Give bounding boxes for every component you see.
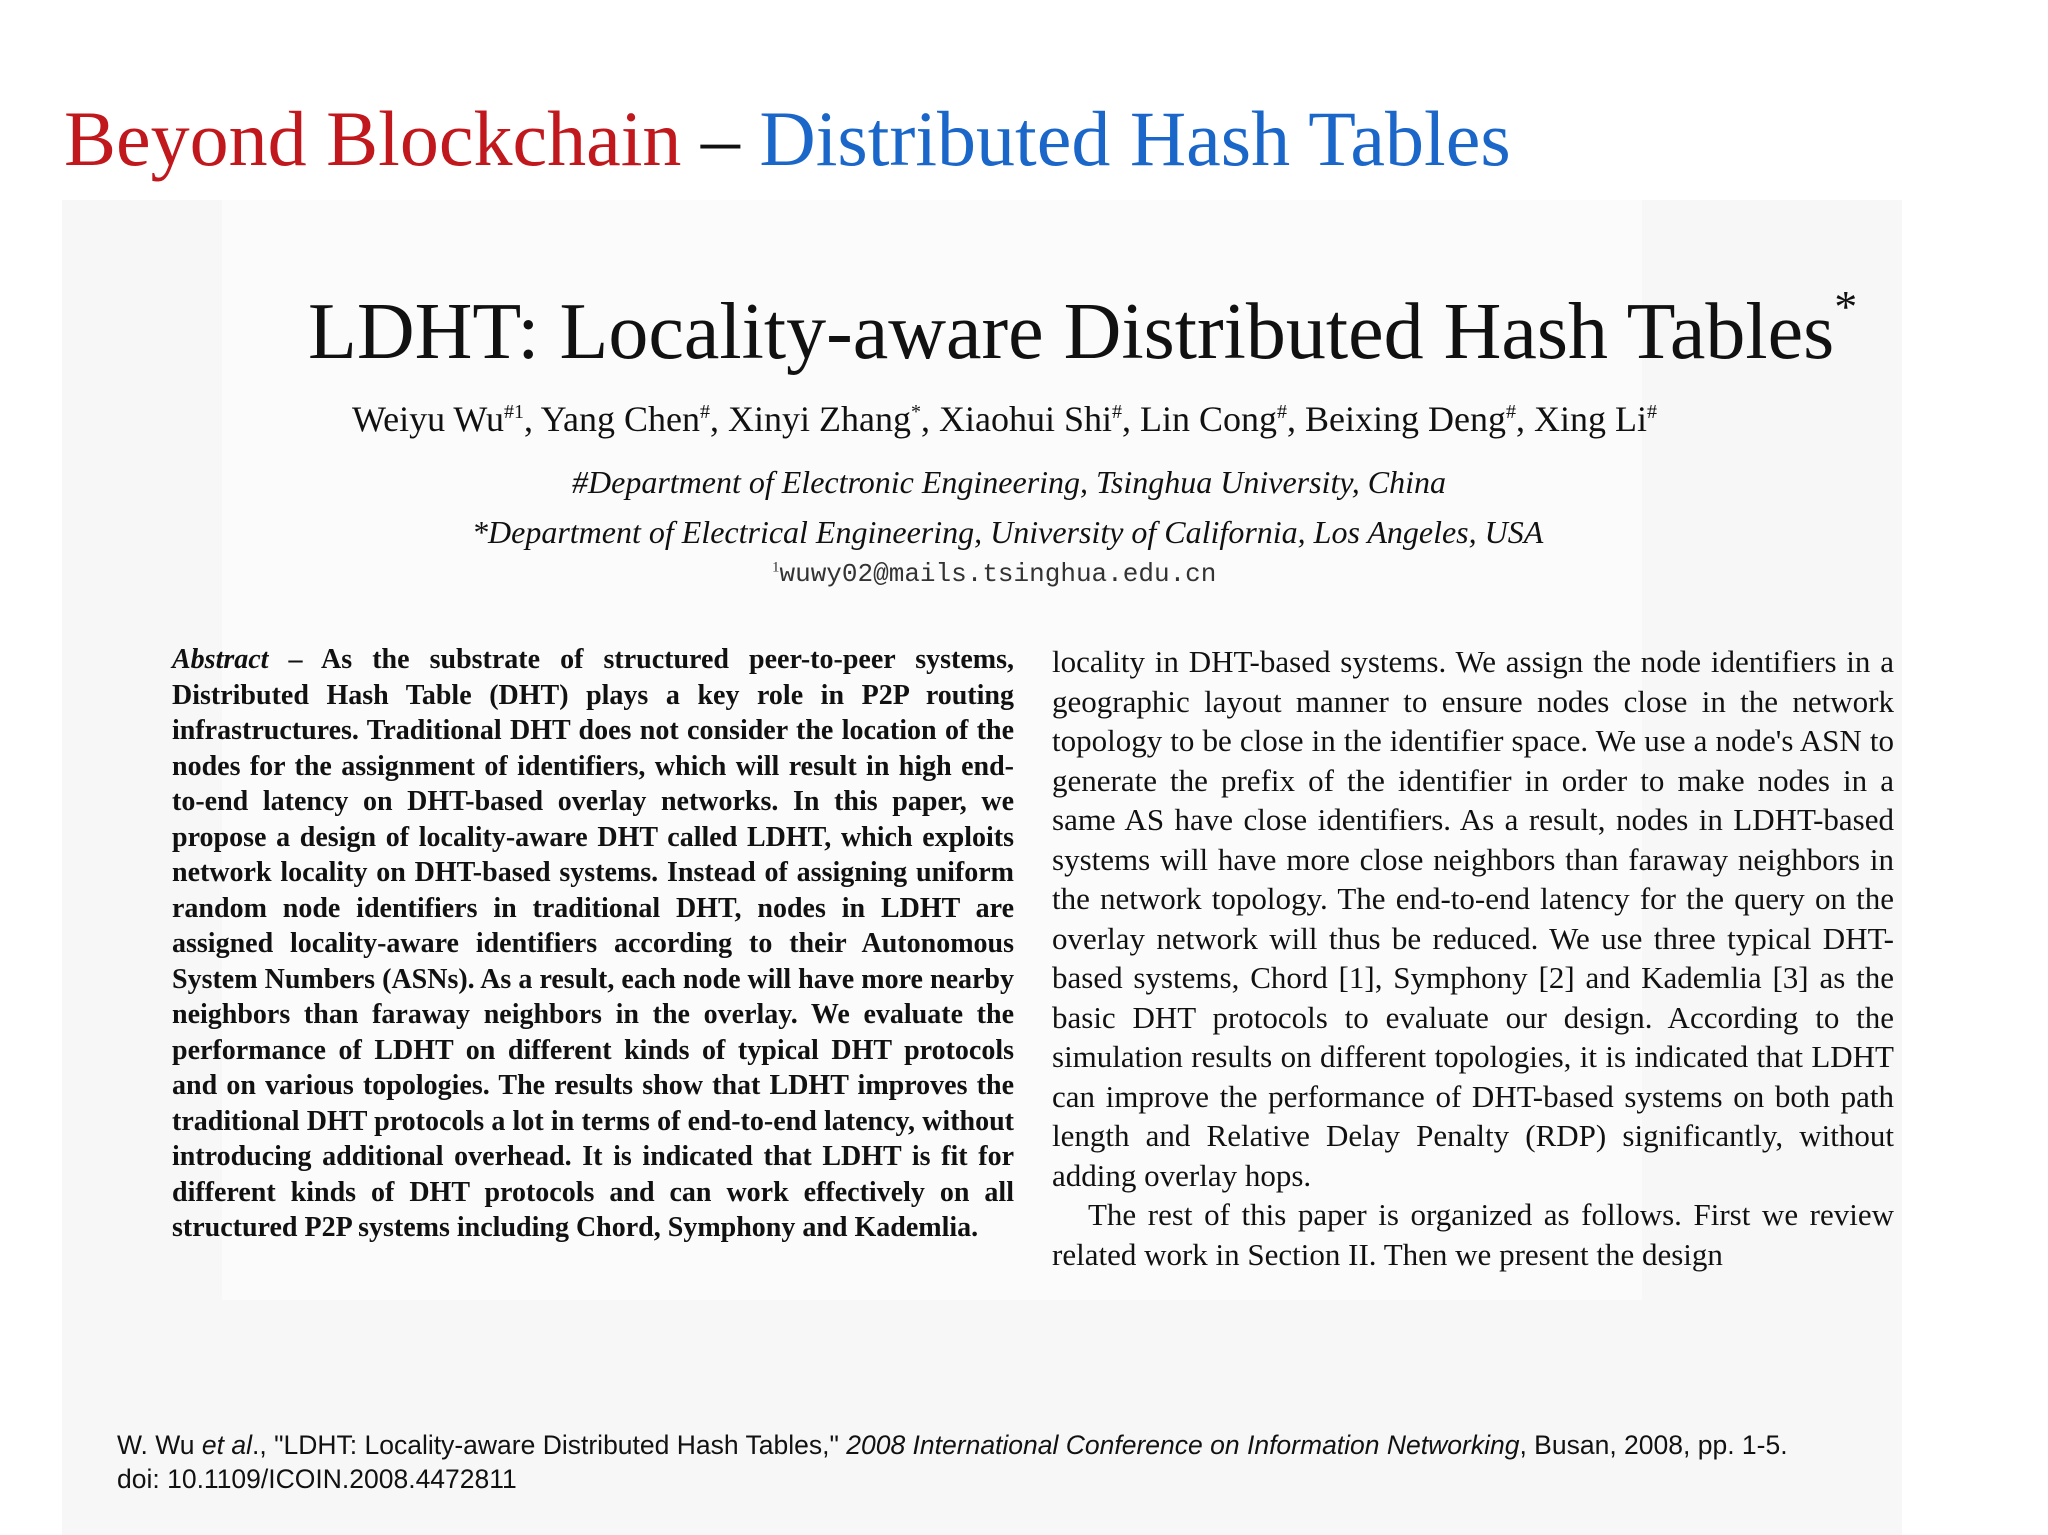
- author-affiliation-mark: #: [1506, 401, 1517, 423]
- slide-title-part2: Distributed Hash Tables: [759, 95, 1511, 182]
- introduction-column: [1052, 642, 1894, 1292]
- author-affiliation-mark: #: [1112, 401, 1123, 423]
- author-separator: ,: [710, 399, 729, 439]
- author-affiliation-mark: #: [700, 401, 711, 423]
- paper-title-text: LDHT: Locality-aware Distributed Hash Tables: [308, 288, 1835, 376]
- introduction-paragraph-2: The rest of this paper is organized as follows. First we review related work in Section II. Then we present the design: [1052, 1197, 1894, 1272]
- author-affiliation-mark: #: [1647, 401, 1658, 423]
- introduction-paragraph-1: locality in DHT-based systems. We assign the node identifiers in a geographic layout manner to ensure nodes close in the network topology to be close in the identifier space. We use a node's ASN to generate the prefix of the identifier in order to make nodes in a same AS have close identifiers. As a result, nodes in LDHT-based systems will have more close neighbors than faraway neighbors in the network topology. The end-to-end latency for the query on the overlay network will thus be reduced. We use three typical DHT-based systems, Chord [1], Symphony [2] and Kademlia [3] as the basic DHT protocols to evaluate our design. According to the simulation results on different topologies, it is indicated that LDHT can improve the performance of DHT-based systems on both path length and Relative Delay Penalty (RDP) significantly, without adding overlay hops.: [1052, 644, 1894, 1193]
- slide-title-separator: –: [681, 95, 760, 182]
- author-separator: ,: [1516, 399, 1535, 439]
- citation-prefix: W. Wu: [117, 1430, 202, 1460]
- citation-suffix: , Busan, 2008, pp. 1-5.: [1519, 1430, 1788, 1460]
- author-name: Beixing Deng: [1305, 399, 1507, 439]
- author-list: [352, 398, 1657, 440]
- author-name: Yang Chen: [540, 399, 701, 439]
- author-name: Xing Li: [1534, 399, 1648, 439]
- paper-title: [308, 281, 1858, 376]
- author-separator: ,: [1287, 399, 1306, 439]
- email-address: wuwy02@mails.tsinghua.edu.cn: [779, 559, 1217, 589]
- abstract: [172, 642, 1014, 1246]
- slide-title-part1: Beyond Blockchain: [64, 95, 682, 182]
- author-name: Xiaohui Shi: [939, 399, 1113, 439]
- abstract-label: Abstract: [172, 644, 269, 675]
- author-affiliation-mark: #1: [503, 401, 524, 423]
- citation: [117, 1428, 1788, 1496]
- author-name: Lin Cong: [1140, 399, 1278, 439]
- author-separator: ,: [1122, 399, 1141, 439]
- author-separator: ,: [523, 399, 541, 439]
- citation-et-al: et al: [201, 1430, 253, 1460]
- citation-title: ., "LDHT: Locality-aware Distributed Hash Tables,": [252, 1430, 847, 1460]
- paper-title-footnote-mark: *: [1834, 281, 1858, 333]
- email-footnote-mark: 1: [772, 559, 780, 576]
- slide-title: [64, 95, 1511, 182]
- author-name: Weiyu Wu: [352, 399, 504, 439]
- author-affiliation-mark: *: [911, 401, 921, 423]
- author-separator: ,: [921, 399, 939, 439]
- author-email: [772, 559, 1216, 589]
- citation-line-1: [117, 1428, 1788, 1462]
- author-affiliation-mark: #: [1277, 401, 1288, 423]
- citation-doi: doi: 10.1109/ICOIN.2008.4472811: [117, 1464, 517, 1494]
- affiliation-ucla: *Department of Electrical Engineering, University of California, Los Angeles, USA: [472, 514, 1544, 550]
- affiliation-tsinghua: #Department of Electronic Engineering, Tsinghua University, China: [572, 464, 1446, 500]
- citation-venue: 2008 International Conference on Information Networking: [846, 1430, 1520, 1460]
- author-name: Xinyi Zhang: [728, 399, 911, 439]
- abstract-text: – As the substrate of structured peer-to-peer systems, Distributed Hash Table (DHT) plays a key role in P2P routing infrastructures. Traditional DHT does not consider the location of the nodes for the assignment of identifiers, which will result in high end-to-end latency on DHT-based overlay networks. In this paper, we propose a design of locality-aware DHT called LDHT, which exploits network locality on DHT-based systems. Instead of assigning uniform random node identifiers in traditional DHT, nodes in LDHT are assigned locality-aware identifiers according to their Autonomous System Numbers (ASNs). As a result, each node will have more nearby neighbors than faraway neighbors in the overlay. We evaluate the performance of LDHT on different kinds of typical DHT protocols and on various topologies. The results show that LDHT improves the traditional DHT protocols a lot in terms of end-to-end latency, without introducing additional overhead. It is indicated that LDHT is fit for different kinds of DHT protocols and can work effectively on all structured P2P systems including Chord, Symphony and Kademlia.: [172, 644, 1014, 1243]
